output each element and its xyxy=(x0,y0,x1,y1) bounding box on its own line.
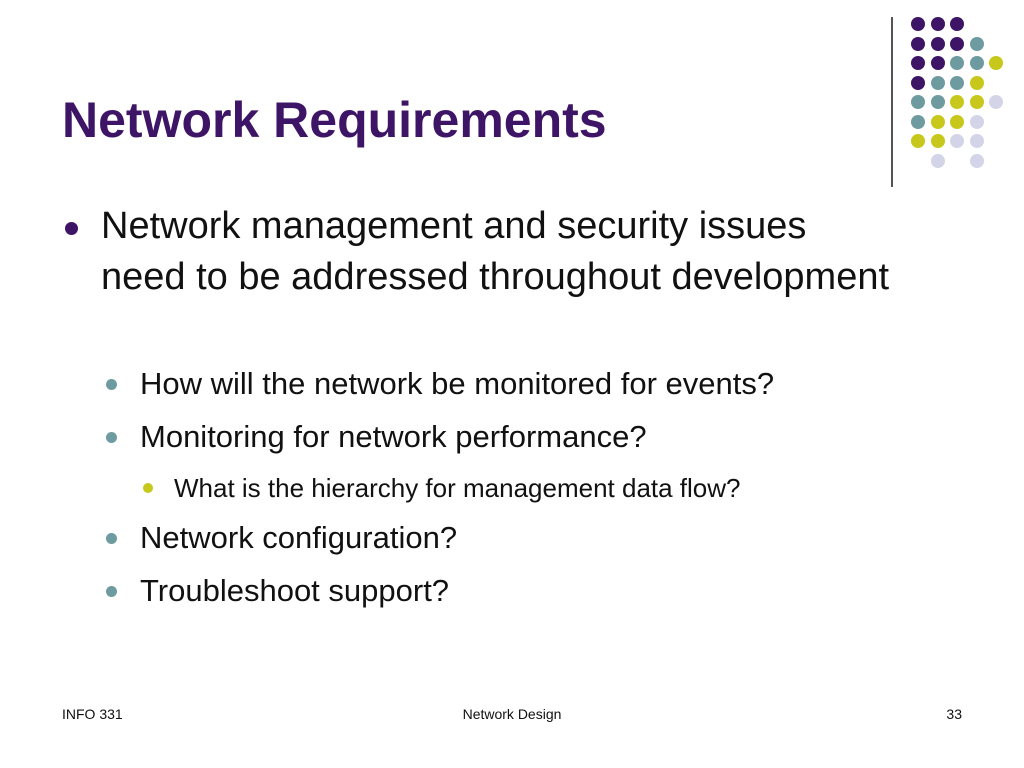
footer-slide-number: 33 xyxy=(946,706,962,722)
bullet-item-level-2 xyxy=(140,518,920,558)
slide-title: Network Requirements xyxy=(62,92,607,148)
bullet-text: Troubleshoot support? xyxy=(140,573,450,608)
bullet-item-level-2 xyxy=(140,364,920,404)
bullet-text: How will the network be monitored for events? xyxy=(140,366,775,401)
bullet-dot-icon xyxy=(106,586,117,597)
bullet-item-level-2 xyxy=(140,417,920,457)
bullet-dot-icon xyxy=(143,483,153,493)
bullet-text: Monitoring for network performance? xyxy=(140,419,647,454)
bullet-dot-icon xyxy=(106,379,117,390)
bullet-text: Network management and security issues need to be addressed throughout development xyxy=(101,205,890,298)
bullet-dot-icon xyxy=(65,222,78,235)
footer-topic: Network Design xyxy=(462,706,562,722)
bullet-item-level-2 xyxy=(140,571,920,611)
bullet-dot-icon xyxy=(106,533,117,544)
bullet-text: Network configuration? xyxy=(140,520,458,555)
bullet-item-level-1 xyxy=(101,201,901,303)
bullet-text: What is the hierarchy for management data flow? xyxy=(174,473,741,503)
footer-course-code: INFO 331 xyxy=(62,706,123,722)
bullet-item-level-3 xyxy=(174,471,934,505)
bullet-dot-icon xyxy=(106,432,117,443)
